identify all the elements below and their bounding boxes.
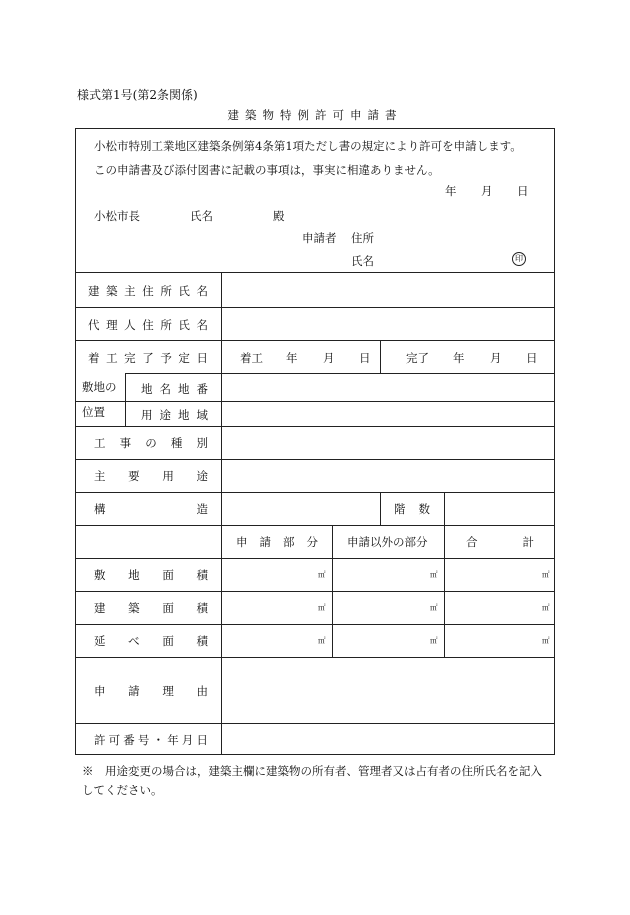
unit-sqm: ㎡ bbox=[430, 570, 438, 579]
rule bbox=[332, 525, 333, 657]
permit-label: 許 可 番 号 ・ 年 月 日 bbox=[94, 733, 208, 747]
finish-label: 完了 bbox=[406, 351, 429, 365]
finish-month-label: 月 bbox=[490, 351, 502, 365]
main-use-label: 主 要 用 途 bbox=[94, 469, 208, 483]
rule bbox=[76, 426, 554, 427]
agent-label: 代 理 人 住 所 氏 名 bbox=[88, 318, 208, 332]
rule bbox=[125, 373, 554, 374]
building-area-label: 建 築 面 積 bbox=[94, 601, 208, 615]
col-applied-header: 申 請 部 分 bbox=[236, 535, 318, 549]
document-title: 建築物特例許可申請書 bbox=[227, 108, 403, 122]
rule bbox=[76, 525, 554, 526]
rule bbox=[76, 307, 554, 308]
start-day-label: 日 bbox=[359, 351, 371, 365]
declaration-line-2: この申請書及び添付図書に記載の事項は，事実に相違ありません。 bbox=[94, 163, 440, 177]
unit-sqm: ㎡ bbox=[542, 570, 550, 579]
unit-sqm: ㎡ bbox=[318, 636, 326, 645]
rule bbox=[380, 492, 381, 525]
applicant-address-label: 住所 bbox=[351, 231, 374, 245]
start-label: 着工 bbox=[240, 351, 263, 365]
rule bbox=[380, 340, 381, 373]
footnote: ※ 用途変更の場合は，建築主欄に建築物の所有者、管理者又は占有者の住所氏名を記入してください。 bbox=[82, 764, 542, 797]
applicant-name-label: 氏名 bbox=[351, 254, 374, 268]
addressee-mayor: 小松市長 bbox=[94, 209, 140, 223]
site-area-label: 敷 地 面 積 bbox=[94, 568, 208, 582]
unit-sqm: ㎡ bbox=[542, 636, 550, 645]
zoning-label: 用 途 地 域 bbox=[141, 408, 208, 422]
unit-sqm: ㎡ bbox=[430, 603, 438, 612]
rule bbox=[444, 525, 445, 657]
rule bbox=[76, 657, 554, 658]
form-number: 様式第1号(第2条関係) bbox=[77, 88, 198, 102]
schedule-label: 着 工 完 了 予 定 日 bbox=[88, 351, 208, 365]
unit-sqm: ㎡ bbox=[542, 603, 550, 612]
rule bbox=[76, 591, 554, 592]
reason-label: 申 請 理 由 bbox=[94, 684, 208, 698]
start-month-label: 月 bbox=[323, 351, 335, 365]
lot-label: 地 名 地 番 bbox=[141, 382, 208, 396]
rule bbox=[125, 373, 126, 426]
honorific: 殿 bbox=[273, 209, 285, 223]
work-type-label: 工 事 の 種 別 bbox=[94, 436, 208, 450]
declaration-line-1: 小松市特別工業地区建築条例第4条第1項ただし書の規定により許可を申請します。 bbox=[94, 139, 522, 153]
date-day-label: 日 bbox=[517, 184, 529, 198]
start-year-label: 年 bbox=[286, 351, 298, 365]
rule bbox=[76, 723, 554, 724]
rule bbox=[76, 272, 554, 273]
structure-label: 構 造 bbox=[94, 502, 208, 516]
unit-sqm: ㎡ bbox=[318, 570, 326, 579]
site-label-line-2: 位置 bbox=[82, 405, 105, 419]
seal-mark: 印 bbox=[512, 252, 526, 266]
floor-area-label: 延 べ 面 積 bbox=[94, 634, 208, 648]
col-other-header: 申請以外の部分 bbox=[347, 535, 428, 549]
rule bbox=[76, 624, 554, 625]
addressee-name-label: 氏名 bbox=[190, 209, 213, 223]
rule bbox=[221, 272, 222, 754]
finish-year-label: 年 bbox=[453, 351, 465, 365]
date-month-label: 月 bbox=[481, 184, 493, 198]
rule bbox=[76, 401, 554, 402]
site-label-line-1: 敷地の bbox=[82, 380, 117, 394]
finish-day-label: 日 bbox=[526, 351, 538, 365]
rule bbox=[444, 492, 445, 525]
owner-label: 建 築 主 住 所 氏 名 bbox=[88, 284, 208, 298]
rule bbox=[76, 459, 554, 460]
applicant-label: 申請者 bbox=[302, 231, 337, 245]
date-year-label: 年 bbox=[445, 184, 457, 198]
unit-sqm: ㎡ bbox=[318, 603, 326, 612]
col-total-header: 合 計 bbox=[466, 535, 534, 549]
rule bbox=[76, 558, 554, 559]
rule bbox=[76, 492, 554, 493]
rule bbox=[76, 340, 554, 341]
floors-label: 階 数 bbox=[394, 502, 430, 516]
unit-sqm: ㎡ bbox=[430, 636, 438, 645]
application-form bbox=[75, 128, 555, 755]
